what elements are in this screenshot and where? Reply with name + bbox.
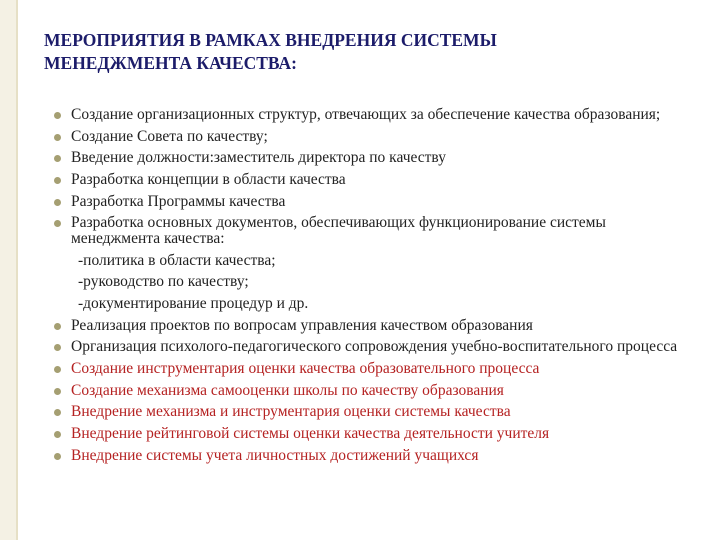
list-item: Разработка концепции в области качества xyxy=(54,172,684,188)
list-item: Создание Совета по качеству; xyxy=(54,129,684,145)
bullet-icon xyxy=(54,431,61,438)
list-item: Реализация проектов по вопросам управления качеством образования xyxy=(54,318,684,334)
title-line-1: МЕРОПРИЯТИЯ В РАМКАХ ВНЕДРЕНИЯ СИСТЕМЫ xyxy=(44,30,497,50)
bullet-icon xyxy=(54,199,61,206)
bullet-icon xyxy=(54,409,61,416)
sub-item: -документирование процедур и др. xyxy=(78,295,309,312)
sub-item: -руководство по качеству; xyxy=(78,273,249,291)
sub-item: -политика в области качества; xyxy=(78,251,276,269)
list-item: Организация психолого-педагогического сопровождения учебно-воспитательного процесса xyxy=(54,339,684,355)
bullet-icon xyxy=(54,134,61,141)
bullet-icon xyxy=(54,388,61,395)
bullet-icon xyxy=(54,344,61,351)
bullet-icon xyxy=(54,155,61,162)
bullet-list xyxy=(54,107,684,470)
list-item: Создание инструментария оценки качества образовательного процесса xyxy=(54,361,684,377)
list-item: Внедрение рейтинговой системы оценки качества деятельности учителя xyxy=(54,426,684,442)
slide xyxy=(28,0,720,540)
decorative-left-line xyxy=(16,0,18,540)
bullet-icon xyxy=(54,220,61,227)
list-item: Разработка Программы качества xyxy=(54,194,684,210)
bullet-icon xyxy=(54,366,61,373)
bullet-icon xyxy=(54,112,61,119)
list-item: Введение должности:заместитель директора по качеству xyxy=(54,150,684,166)
slide-title xyxy=(44,29,664,75)
list-item: Внедрение системы учета личностных достижений учащихся xyxy=(54,448,684,464)
bullet-icon xyxy=(54,453,61,460)
list-item: Создание механизма самооценки школы по качеству образования xyxy=(54,383,684,399)
list-item: Разработка основных документов, обеспечивающих функционирование системы менеджмента качества: xyxy=(54,215,684,246)
bullet-icon xyxy=(54,177,61,184)
decorative-left-band xyxy=(0,0,16,540)
list-item: Создание организационных структур, отвечающих за обеспечение качества образования; xyxy=(54,107,684,123)
list-item: Внедрение механизма и инструментария оценки системы качества xyxy=(54,404,684,420)
bullet-icon xyxy=(54,323,61,330)
title-line-2: МЕНЕДЖМЕНТА КАЧЕСТВА: xyxy=(44,53,297,73)
